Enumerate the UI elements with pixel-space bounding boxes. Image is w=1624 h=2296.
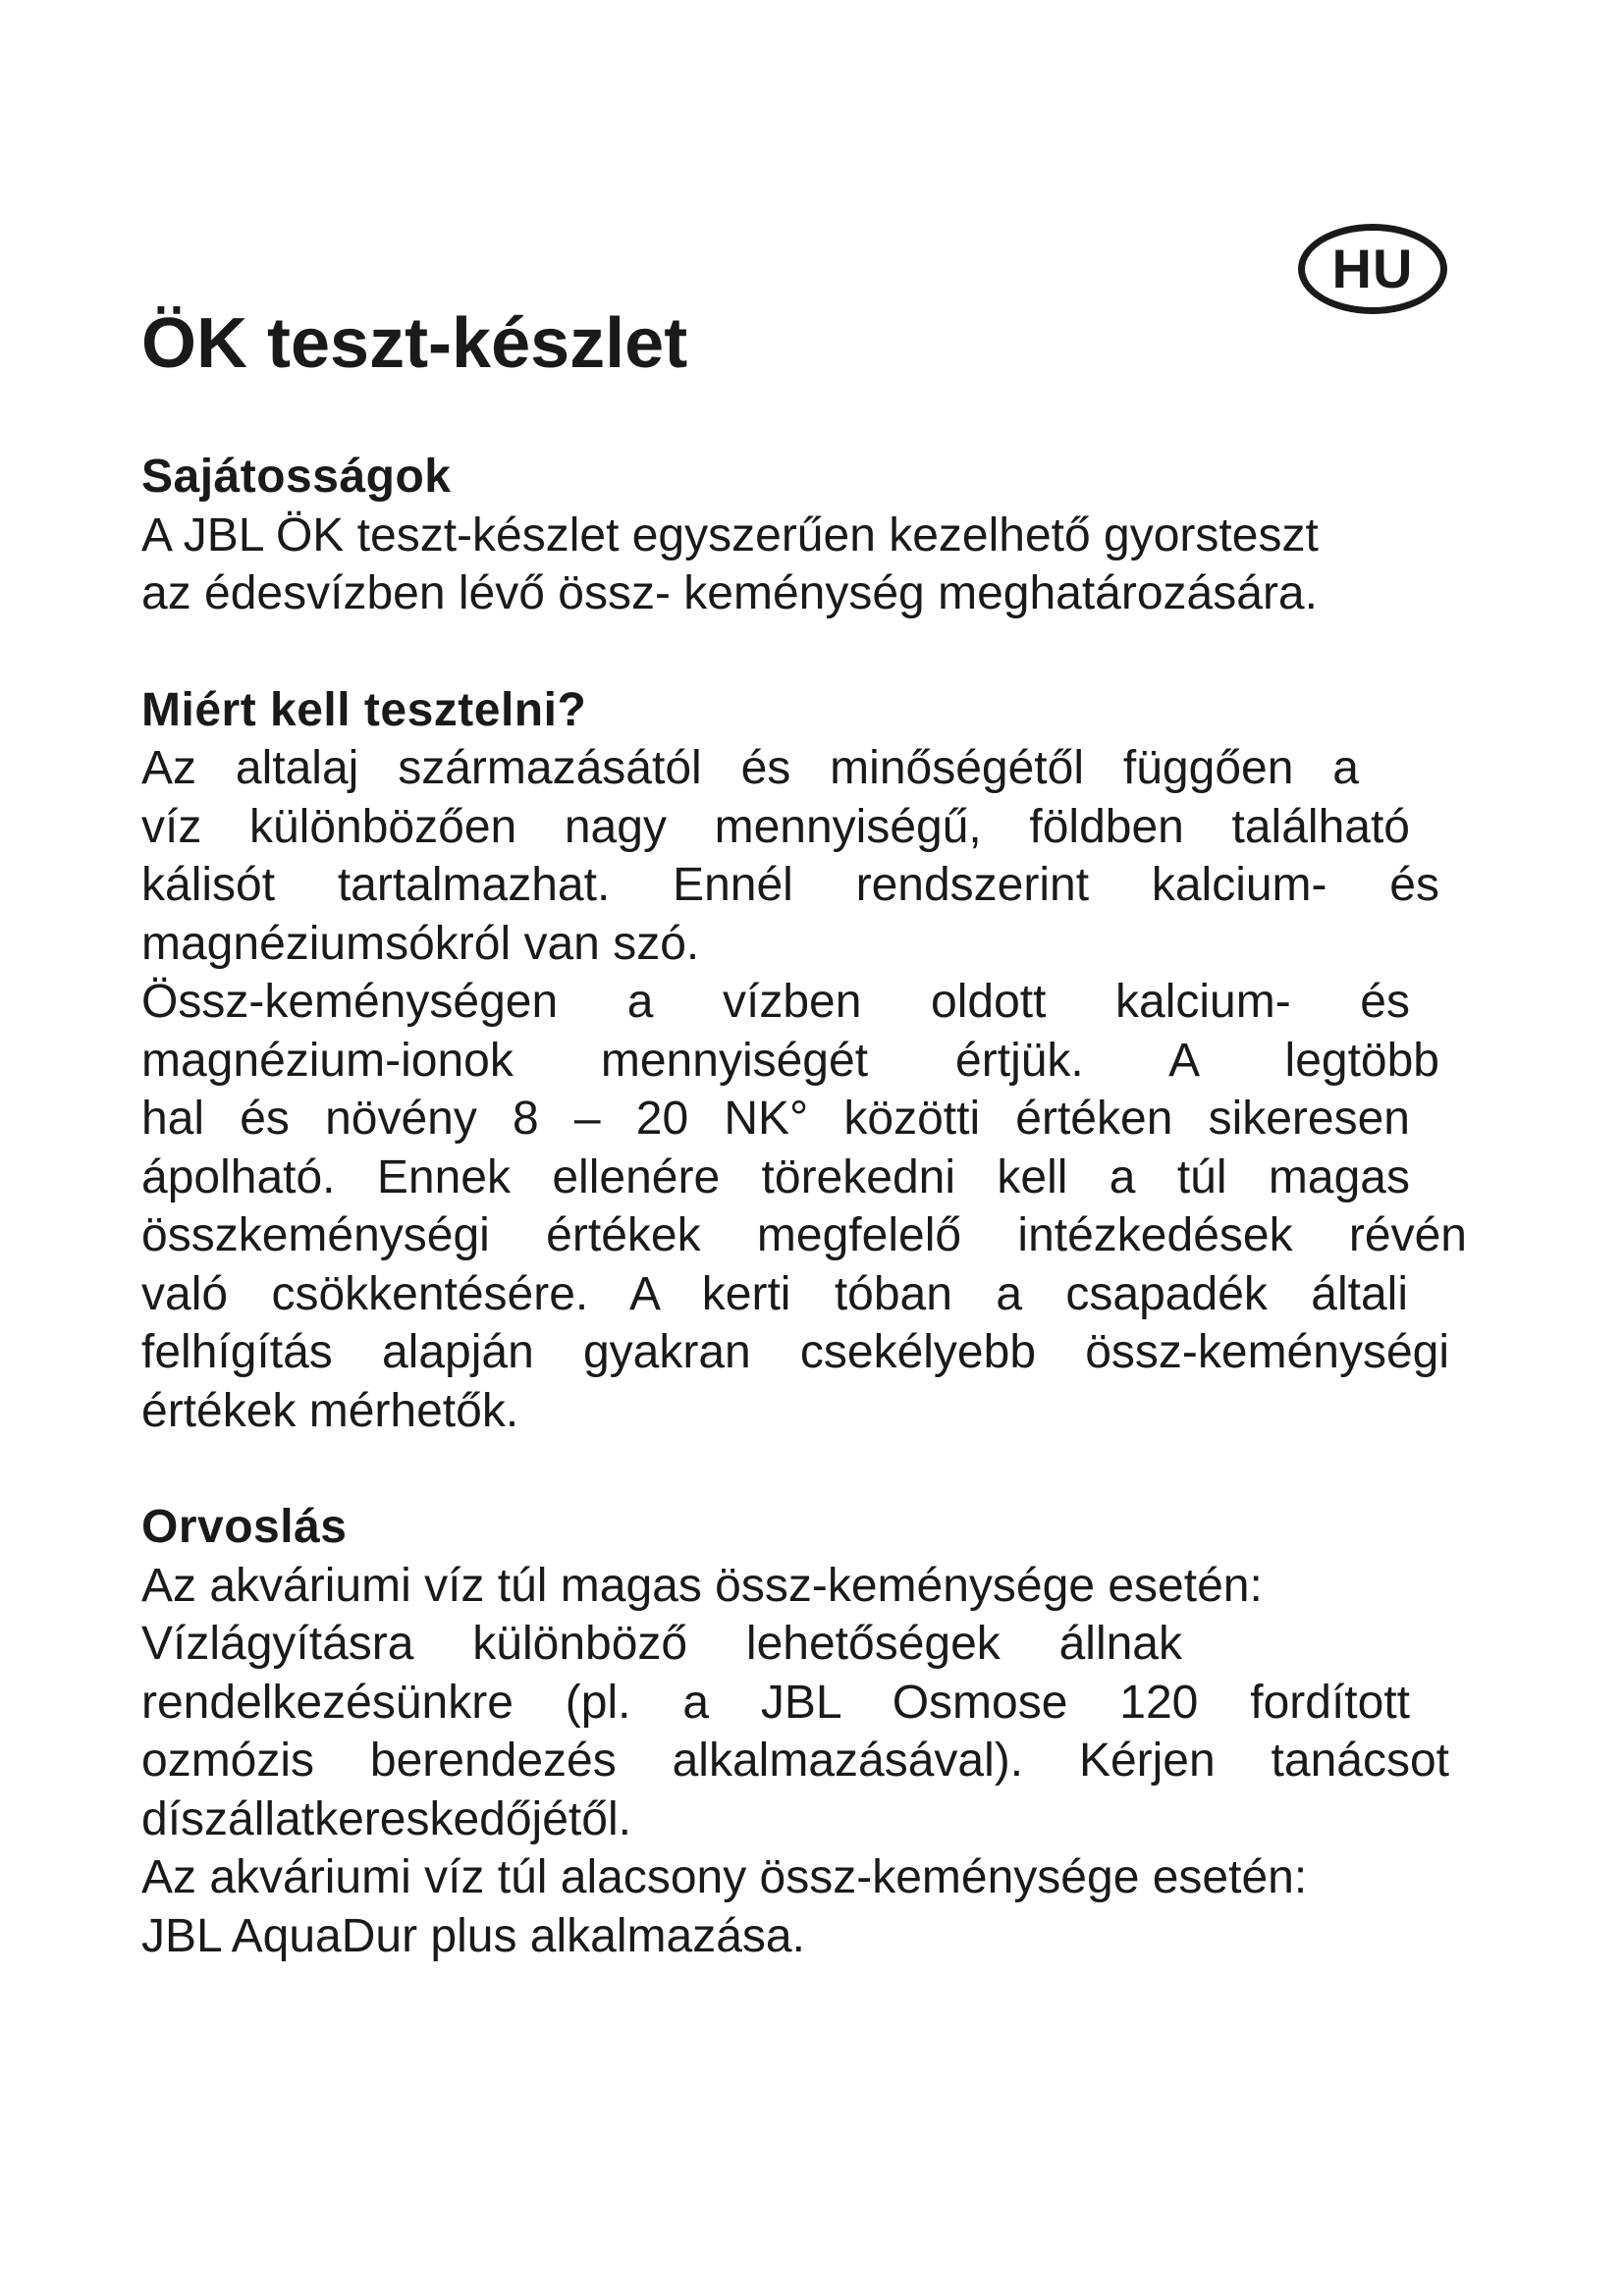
document-body xyxy=(141,448,1467,1965)
text-line: Vízlágyításra különböző lehetőségek állnak xyxy=(141,1618,1182,1670)
section-text-remedy xyxy=(141,1557,1467,1966)
text-line: ápolható. Ennek ellenére törekedni kell a túl magas xyxy=(141,1150,1410,1203)
section-heading-remedy: Orvoslás xyxy=(141,1501,348,1553)
text-line: hal és növény 8 – 20 NK° közötti értéken sikeresen xyxy=(141,1093,1410,1145)
text-line: magnéziumsókról van szó. xyxy=(141,917,700,970)
text-line: rendelkezésünkre (pl. a JBL Osmose 120 fordított xyxy=(141,1676,1410,1729)
text-line: JBL AquaDur plus alkalmazása. xyxy=(141,1909,805,1962)
section-heading-why-test: Miért kell tesztelni? xyxy=(141,683,587,736)
page-title: ÖK teszt-készlet xyxy=(141,304,688,383)
section-remedy xyxy=(141,1498,1467,1965)
text-line: Össz-keménységen a vízben oldott kalcium- és xyxy=(141,976,1410,1028)
text-line: felhígítás alapján gyakran csekélyebb össz-keménységi xyxy=(141,1326,1449,1378)
language-badge: HU xyxy=(1298,224,1447,314)
text-line: ozmózis berendezés alkalmazásával). Kérjen tanácsot xyxy=(141,1735,1449,1787)
section-features xyxy=(141,448,1467,623)
text-line: magnézium-ionok mennyiségét értjük. A legtöbb xyxy=(141,1034,1439,1087)
text-line: Az akváriumi víz túl alacsony össz-keménysége esetén: xyxy=(141,1851,1308,1903)
text-line: Az akváriumi víz túl magas össz-keménysége esetén: xyxy=(141,1559,1263,1612)
text-line: értékek mérhetők. xyxy=(141,1384,519,1437)
section-heading-features: Sajátosságok xyxy=(141,451,452,503)
section-text-features xyxy=(141,507,1467,623)
text-line: díszállatkereskedőjétől. xyxy=(141,1792,631,1845)
text-line: az édesvízben lévő össz- keménység meghatározására. xyxy=(141,567,1318,619)
section-why-test xyxy=(141,681,1467,1441)
text-line: víz különbözően nagy mennyiségű, földben található xyxy=(141,800,1410,853)
text-line: összkeménységi értékek megfelelő intézkedések révén xyxy=(141,1209,1467,1261)
text-line: A JBL ÖK teszt-készlet egyszerűen kezelhető gyorsteszt xyxy=(141,508,1319,561)
section-text-why-test xyxy=(141,739,1467,1440)
text-line: Az altalaj származásától és minőségétől függően a xyxy=(141,742,1359,794)
text-line: kálisót tartalmazhat. Ennél rendszerint kalcium- és xyxy=(141,859,1439,911)
text-line: való csökkentésére. A kerti tóban a csapadék általi xyxy=(141,1267,1408,1320)
